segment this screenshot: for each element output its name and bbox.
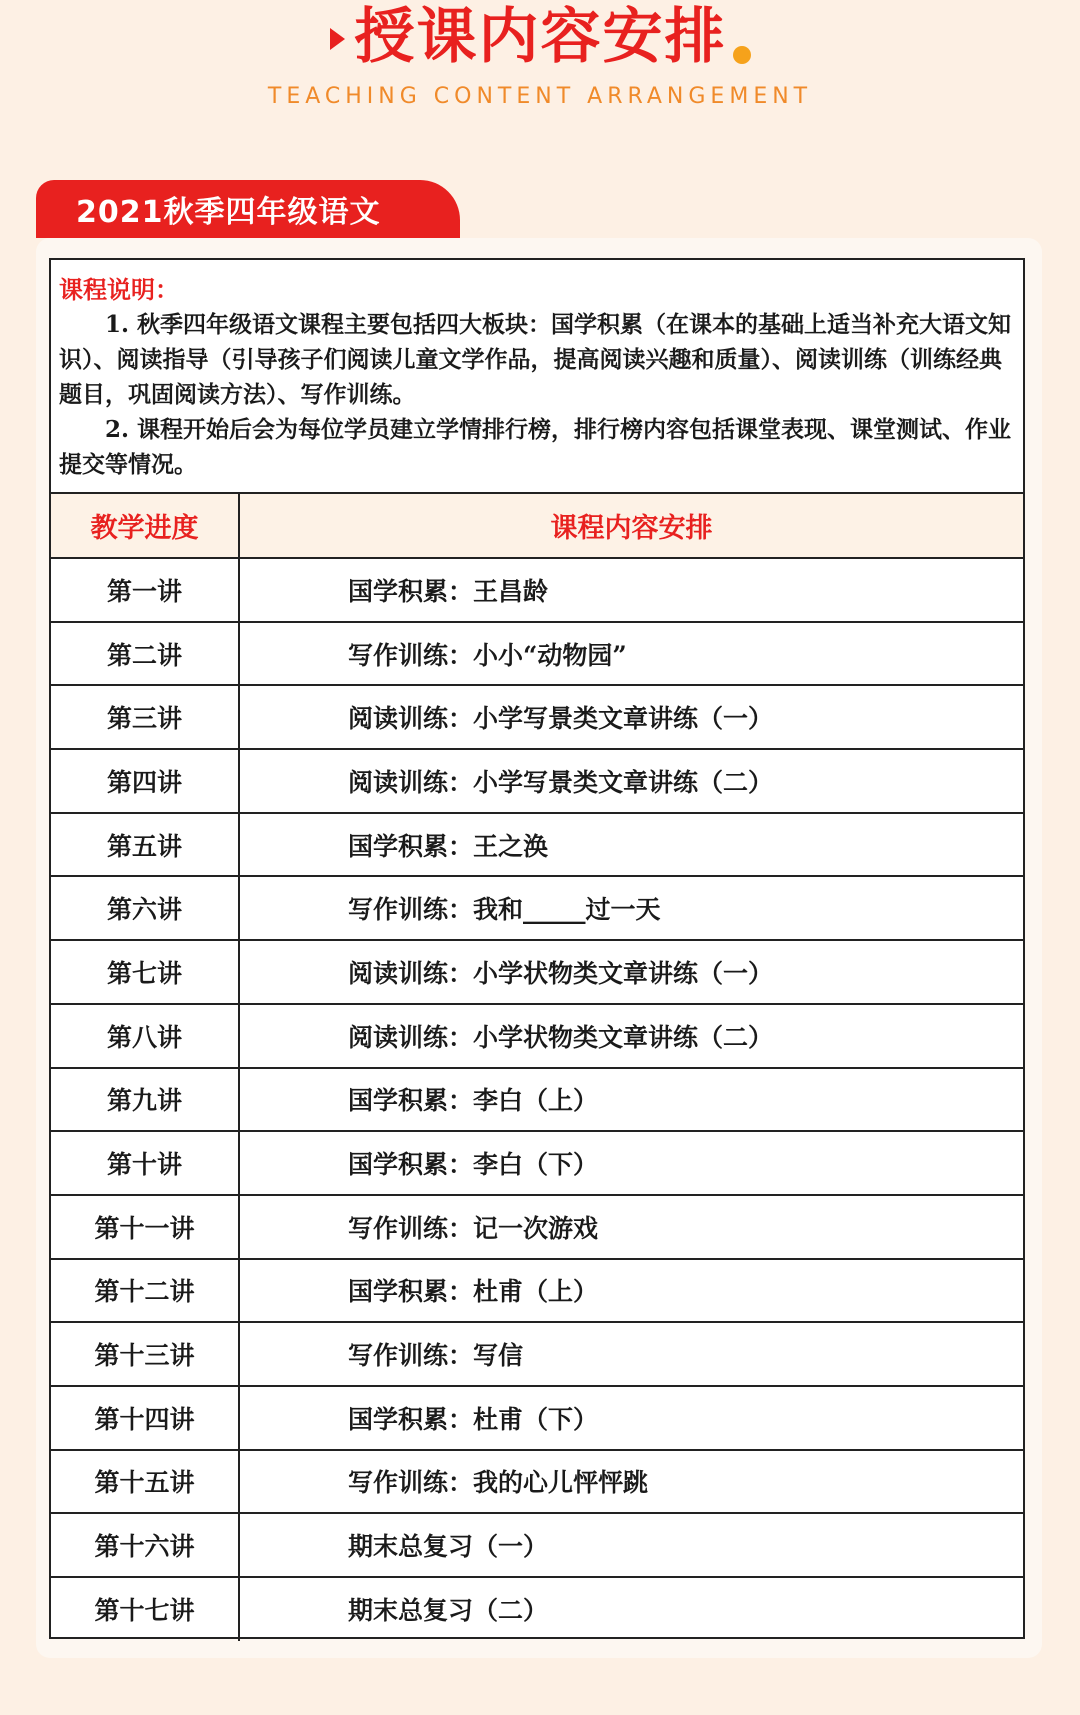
course-description (51, 260, 1023, 494)
lesson-number: 第十一讲 (51, 1195, 239, 1259)
lesson-number: 第十三讲 (51, 1322, 239, 1386)
page-header (0, 0, 1080, 130)
lesson-number: 第三讲 (51, 685, 239, 749)
header-progress: 教学进度 (51, 494, 239, 558)
table-row (51, 813, 1023, 877)
lesson-number: 第一讲 (51, 558, 239, 622)
table-row (51, 749, 1023, 813)
header-content: 课程内容安排 (239, 494, 1023, 558)
lesson-content: 阅读训练：小学写景类文章讲练（一） (239, 685, 1023, 749)
table-row (51, 876, 1023, 940)
description-paragraph-1: 1. 秋季四年级语文课程主要包括四大板块：国学积累（在课本的基础上适当补充大语文知识）、阅读指导（引导孩子们阅读儿童文学作品，提高阅读兴趣和质量）、阅读训练（训练经典题目，巩固阅读方法）、写作训练。 (59, 311, 1012, 408)
table-row (51, 1259, 1023, 1323)
lesson-content: 写作训练：我和_____过一天 (239, 876, 1023, 940)
lesson-number: 第十讲 (51, 1131, 239, 1195)
lesson-number: 第七讲 (51, 940, 239, 1004)
orange-dot-icon (733, 46, 751, 64)
course-tag-label: 2021秋季四年级语文 (76, 195, 381, 230)
table-row (51, 1068, 1023, 1132)
page-subtitle: TEACHING CONTENT ARRANGEMENT (267, 84, 813, 109)
lesson-content: 写作训练：我的心儿怦怦跳 (239, 1450, 1023, 1514)
table-row (51, 1386, 1023, 1450)
table-row (51, 1322, 1023, 1386)
lesson-content: 国学积累：李白（下） (239, 1131, 1023, 1195)
lesson-number: 第十七讲 (51, 1577, 239, 1641)
lesson-content: 国学积累：杜甫（下） (239, 1386, 1023, 1450)
table-row (51, 1131, 1023, 1195)
lesson-content: 期末总复习（二） (239, 1577, 1023, 1641)
lesson-number: 第十四讲 (51, 1386, 239, 1450)
table-row (51, 1450, 1023, 1514)
table-row (51, 940, 1023, 1004)
course-document (49, 258, 1025, 1639)
page-title: 授课内容安排 (354, 2, 727, 72)
lesson-content: 阅读训练：小学状物类文章讲练（一） (239, 940, 1023, 1004)
course-tag (36, 180, 460, 238)
lesson-number: 第九讲 (51, 1068, 239, 1132)
lesson-content: 阅读训练：小学状物类文章讲练（二） (239, 1004, 1023, 1068)
lesson-number: 第八讲 (51, 1004, 239, 1068)
title-row (0, 2, 1080, 72)
triangle-marker-icon (330, 28, 345, 50)
table-header-row (51, 494, 1023, 558)
table-row (51, 1577, 1023, 1641)
lesson-content: 国学积累：李白（上） (239, 1068, 1023, 1132)
lesson-content: 国学积累：王昌龄 (239, 558, 1023, 622)
lesson-number: 第十五讲 (51, 1450, 239, 1514)
table-row (51, 1195, 1023, 1259)
lesson-content: 国学积累：王之涣 (239, 813, 1023, 877)
schedule-table (51, 494, 1023, 1641)
lesson-content: 阅读训练：小学写景类文章讲练（二） (239, 749, 1023, 813)
table-row (51, 1004, 1023, 1068)
description-paragraph-2: 2. 课程开始后会为每位学员建立学情排行榜，排行榜内容包括课堂表现、课堂测试、作业提交等情况。 (59, 416, 1012, 478)
lesson-content: 期末总复习（一） (239, 1513, 1023, 1577)
lesson-content: 写作训练：记一次游戏 (239, 1195, 1023, 1259)
lesson-number: 第二讲 (51, 622, 239, 686)
schedule-body (51, 558, 1023, 1641)
table-row (51, 558, 1023, 622)
table-row (51, 685, 1023, 749)
lesson-number: 第四讲 (51, 749, 239, 813)
lesson-content: 国学积累：杜甫（上） (239, 1259, 1023, 1323)
table-row (51, 1513, 1023, 1577)
table-row (51, 622, 1023, 686)
lesson-content: 写作训练：写信 (239, 1322, 1023, 1386)
lesson-number: 第十六讲 (51, 1513, 239, 1577)
lesson-number: 第六讲 (51, 876, 239, 940)
lesson-content: 写作训练：小小“动物园” (239, 622, 1023, 686)
description-title: 课程说明： (59, 275, 179, 304)
lesson-number: 第十二讲 (51, 1259, 239, 1323)
lesson-number: 第五讲 (51, 813, 239, 877)
